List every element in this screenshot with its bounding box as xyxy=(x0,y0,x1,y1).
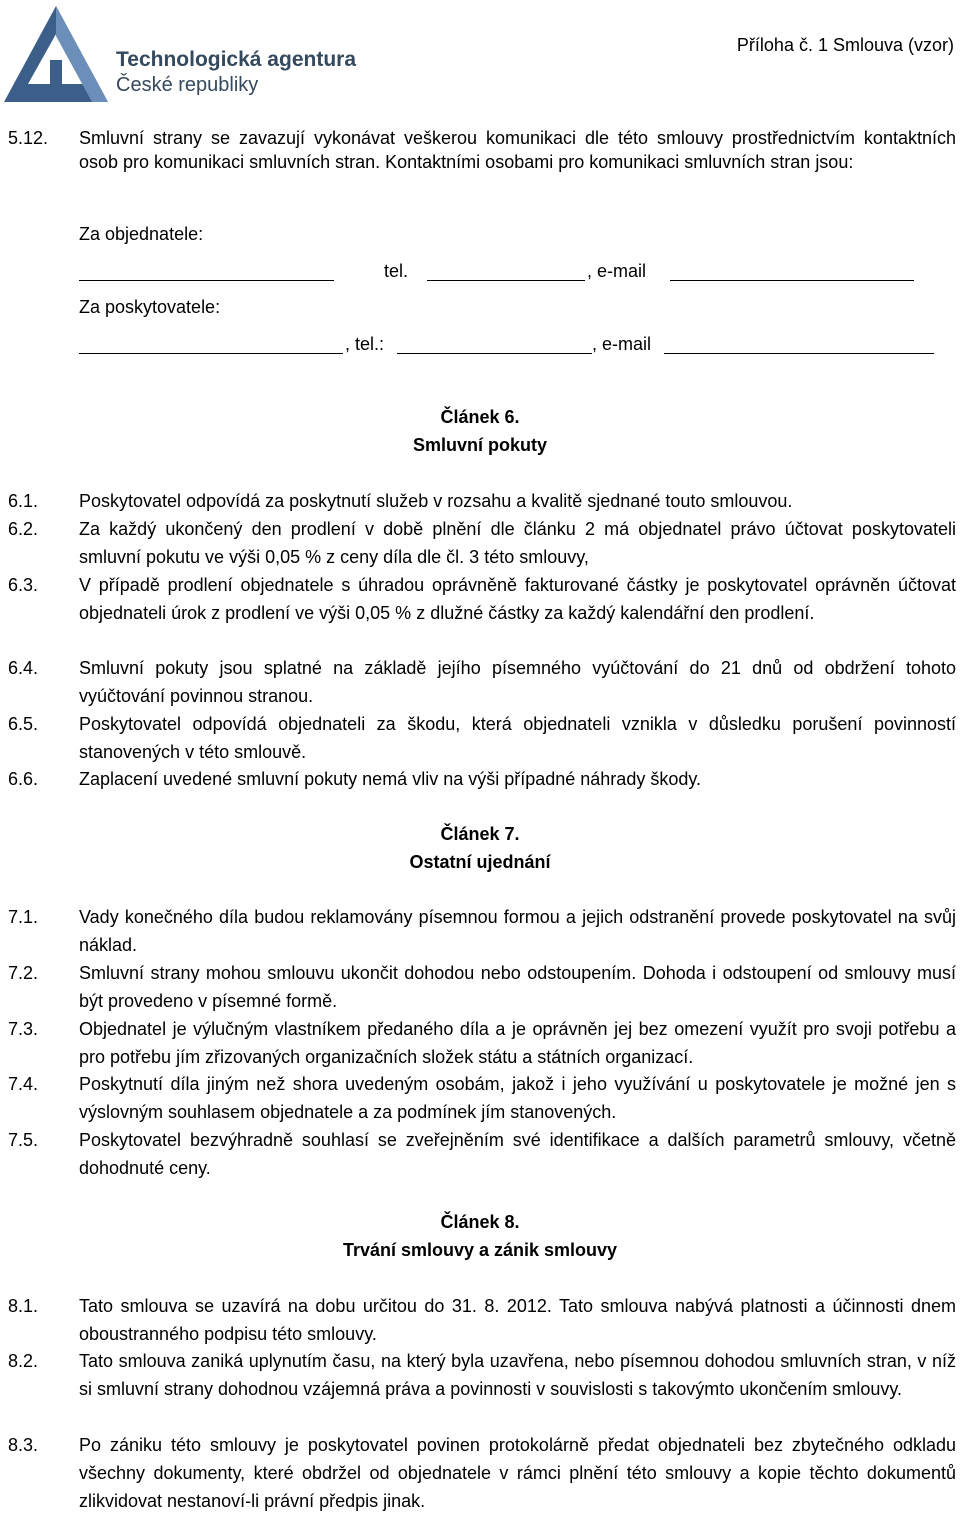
client-name-blank[interactable] xyxy=(79,280,334,281)
client-tel-label: tel. xyxy=(384,261,409,281)
clause-6-6 xyxy=(8,765,956,793)
clause-6-4 xyxy=(8,654,956,710)
article-8-title: Článek 8. xyxy=(440,1212,520,1232)
clause-number: 6.3. xyxy=(8,575,39,595)
clause-number: 8.1. xyxy=(8,1296,39,1316)
provider-email-label: , e-mail xyxy=(592,334,652,354)
logo-text-line2: České republiky xyxy=(116,74,259,96)
clause-8-1 xyxy=(8,1292,956,1348)
clause-number: 8.3. xyxy=(8,1435,39,1455)
clause-text: Tato smlouva zaniká uplynutím času, na který byla uzavřena, nebo písemnou dohodou smluvních stran, v níž si smluvní strany dohodnou vzájemná práva a povinnosti v souvislosti s takovýmto ukončením smlouvy. xyxy=(79,1351,956,1399)
clause-7-4 xyxy=(8,1070,956,1126)
provider-email-blank[interactable] xyxy=(664,353,934,354)
clause-7-3 xyxy=(8,1015,956,1071)
clause-6-3 xyxy=(8,571,956,627)
clause-number: 6.4. xyxy=(8,658,39,678)
clause-number: 7.2. xyxy=(8,963,39,983)
clause-text: Tato smlouva se uzavírá na dobu určitou do 31. 8. 2012. Tato smlouva nabývá platnosti a účinnosti dnem oboustranného podpisu této smlouvy. xyxy=(79,1296,956,1344)
clause-text: Objednatel je výlučným vlastníkem předaného díla a je oprávněn jej bez omezení využít pro svoji potřebu a pro potřebu jím zřizovaných organizačních složek státu a státních organizací. xyxy=(79,1019,956,1067)
article-6-title: Článek 6. xyxy=(440,407,520,427)
clause-number: 6.6. xyxy=(8,769,39,789)
clause-number: 6.5. xyxy=(8,714,39,734)
clause-8-3 xyxy=(8,1431,956,1515)
article-7-title: Článek 7. xyxy=(440,824,520,844)
clause-number: 7.1. xyxy=(8,907,39,927)
clause-7-5 xyxy=(8,1126,956,1182)
client-email-blank[interactable] xyxy=(670,280,914,281)
clause-text: Poskytovatel odpovídá objednateli za škodu, která objednateli vznikla v důsledku porušení povinností stanovených v této smlouvě. xyxy=(79,714,956,762)
attachment-label: Příloha č. 1 Smlouva (vzor) xyxy=(736,35,954,55)
clause-7-2 xyxy=(8,959,956,1015)
clause-6-5 xyxy=(8,710,956,766)
clause-number: 7.3. xyxy=(8,1019,39,1039)
clause-text: Za každý ukončený den prodlení v době plnění dle článku 2 má objednatel právo účtovat poskytovateli smluvní pokutu ve výši 0,05 % z ceny díla dle čl. 3 této smlouvy, xyxy=(79,519,956,567)
clause-number: 6.1. xyxy=(8,491,39,511)
clause-text: Smluvní strany mohou smlouvu ukončit dohodou nebo odstoupením. Dohoda i odstoupení od smlouvy musí být provedeno v písemné formě. xyxy=(79,963,956,1011)
article-6-subtitle: Smluvní pokuty xyxy=(412,435,547,455)
article-7-subtitle: Ostatní ujednání xyxy=(409,852,551,872)
provider-name-blank[interactable] xyxy=(79,353,343,354)
clause-8-2 xyxy=(8,1347,956,1403)
clause-7-1 xyxy=(8,903,956,959)
clause-6-1 xyxy=(8,487,956,515)
clause-text: Smluvní strany se zavazují vykonávat veškerou komunikaci dle této smlouvy prostřednictvím kontaktních osob pro komunikaci smluvních stran. Kontaktními osobami pro komunikaci smluvních stran jsou: xyxy=(79,128,956,172)
clause-text: Smluvní pokuty jsou splatné na základě jejího písemného vyúčtování do 21 dnů od obdržení tohoto vyúčtování povinnou stranou. xyxy=(79,658,956,706)
clause-6-2 xyxy=(8,515,956,571)
provider-label: Za poskytovatele: xyxy=(79,297,221,317)
client-email-label: , e-mail xyxy=(587,261,647,281)
clause-text: Poskytnutí díla jiným než shora uvedeným osobám, jakož i jeho využívání u poskytovatele je možné jen s výslovným souhlasem objednatele a za podmínek jím stanovených. xyxy=(79,1074,956,1122)
clause-text: Poskytovatel odpovídá za poskytnutí služeb v rozsahu a kvalitě sjednané touto smlouvou. xyxy=(79,491,793,511)
clause-text: Zaplacení uvedené smluvní pokuty nemá vliv na výši případné náhrady škody. xyxy=(79,769,702,789)
article-8-subtitle: Trvání smlouvy a zánik smlouvy xyxy=(342,1240,618,1260)
clause-text: Vady konečného díla budou reklamovány písemnou formou a jejich odstranění provede poskytovatel na svůj náklad. xyxy=(79,907,956,955)
clause-5-12 xyxy=(8,126,956,174)
clause-text: V případě prodlení objednatele s úhradou oprávněně fakturované částky je poskytovatel oprávněn účtovat objednateli úrok z prodlení ve výši 0,05 % z dlužné částky za každý kalendářní den prodlení. xyxy=(79,575,956,623)
clause-number: 8.2. xyxy=(8,1351,39,1371)
logo xyxy=(0,0,360,110)
provider-tel-blank[interactable] xyxy=(397,353,592,354)
clause-text: Po zániku této smlouvy je poskytovatel povinen protokolárně předat objednateli bez zbytečného odkladu všechny dokumenty, které obdržel od objednatele v rámci plnění této smlouvy a kopie těchto dokumentů zlikvidovat nestanoví-li právní předpis jinak. xyxy=(79,1435,956,1511)
provider-tel-label: , tel.: xyxy=(345,334,385,354)
client-tel-blank[interactable] xyxy=(427,280,585,281)
clause-number: 7.5. xyxy=(8,1130,39,1150)
clause-number: 5.12. xyxy=(8,128,49,148)
logo-text-line1: Technologická agentura xyxy=(116,48,356,71)
clause-text: Poskytovatel bezvýhradně souhlasí se zveřejněním své identifikace a dalších parametrů smlouvy, včetně dohodnuté ceny. xyxy=(79,1130,956,1178)
clause-number: 6.2. xyxy=(8,519,39,539)
agency-logo-icon xyxy=(0,0,112,106)
client-label: Za objednatele: xyxy=(79,224,204,244)
clause-number: 7.4. xyxy=(8,1074,39,1094)
